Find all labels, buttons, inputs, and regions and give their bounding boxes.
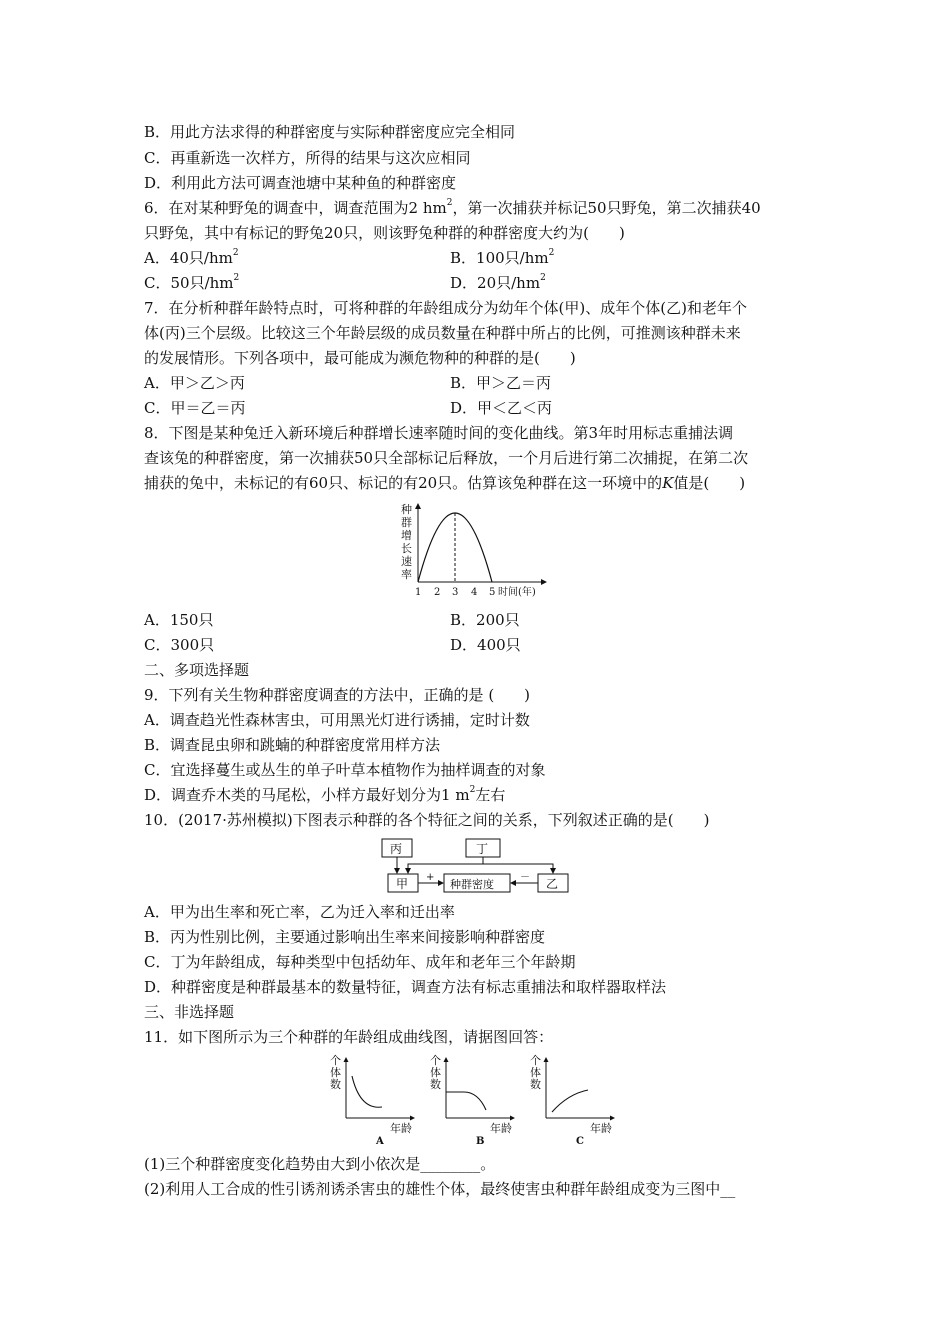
q9-option-c: C．宜选择蔓生或丛生的单子叶草本植物作为抽样调查的对象 xyxy=(144,761,546,779)
population-features-diagram xyxy=(378,836,574,896)
y-label-char: 群 xyxy=(401,516,412,529)
x-tick-label: 3 xyxy=(452,587,459,598)
q5-option-d: D．利用此方法可调查池塘中某种鱼的种群密度 xyxy=(144,174,457,192)
panel-label: C xyxy=(576,1136,584,1147)
q6-option-a: A．40只$/hm^2$ xyxy=(144,248,239,267)
q8-option-c: C．300只 xyxy=(144,636,215,654)
q7-stem-line3: 的发展情形。下列各项中，最可能成为濒危物种的种群的是( ) xyxy=(144,349,576,367)
x-axis-label: 年龄 xyxy=(390,1122,412,1135)
label-bing: 丙 xyxy=(390,842,403,856)
x-tick-label: 4 xyxy=(471,587,478,598)
label-density: 种群密度 xyxy=(450,878,494,891)
y-axis-label xyxy=(401,503,412,581)
x-axis-label: 时间(年) xyxy=(498,587,536,598)
x-tick-label: 1 xyxy=(415,587,422,598)
x-axis-label: 年龄 xyxy=(490,1122,512,1135)
growth-rate-figure xyxy=(396,500,556,604)
q6-stem-line1: 6．在对某种野兔的调查中，调查范围为2 $hm^2$，第一次捕获并标记50只野兔，第二次捕获40 xyxy=(144,198,761,217)
x-tick-label: 2 xyxy=(434,587,441,598)
superscript: 2 xyxy=(446,198,453,208)
label-ding: 丁 xyxy=(476,842,489,856)
q6-option-d: D．20只$/hm^2$ xyxy=(450,273,546,292)
q11-stem: 11．如下图所示为三个种群的年龄组成曲线图，请据图回答： xyxy=(144,1028,554,1046)
superscript: 2 xyxy=(233,273,240,283)
section-heading: 二、多项选择题 xyxy=(144,661,250,679)
q8-stem-line2: 查该兔的种群密度，第一次捕获50只全部标记后释放，一个月后进行第二次捕捉，在第二次 xyxy=(144,449,749,467)
y-label-char: 率 xyxy=(401,568,412,581)
q8-option-b: B．200只 xyxy=(450,611,520,629)
q5-option-b: B．用此方法求得的种群密度与实际种群密度应完全相同 xyxy=(144,123,516,141)
q7-option-c: C．甲＝乙＝丙 xyxy=(144,399,246,417)
minus-sign: － xyxy=(520,872,530,883)
curve-b xyxy=(446,1092,486,1110)
q10-option-c: C．丁为年龄组成，每种类型中包括幼年、成年和老年三个年龄期 xyxy=(144,953,576,971)
q11-part2: (2)利用人工合成的性引诱剂诱杀害虫的雄性个体，最终使害虫种群年龄组成变为三图中__ xyxy=(144,1180,736,1198)
q9-option-a: A．调查趋光性森林害虫，可用黑光灯进行诱捕，定时计数 xyxy=(144,711,530,729)
superscript: 2 xyxy=(469,785,476,795)
section-heading: 三、非选择题 xyxy=(144,1003,235,1021)
curve-a xyxy=(352,1076,382,1107)
panel-label: B xyxy=(476,1136,485,1147)
q8-option-a: A．150只 xyxy=(144,611,214,629)
y-label-char: 数 xyxy=(330,1078,341,1091)
y-label-char: 种 xyxy=(401,503,412,516)
curve-c xyxy=(552,1090,588,1112)
x-axis-label: 年龄 xyxy=(590,1122,612,1135)
y-label-char: 数 xyxy=(430,1078,441,1091)
q9-option-b: B．调查昆虫卵和跳蝻的种群密度常用样方法 xyxy=(144,736,441,754)
y-label-char: 个 xyxy=(430,1054,441,1067)
arrow-ding-yi xyxy=(483,864,553,873)
y-label-char: 体 xyxy=(430,1066,441,1079)
q8-stem-line3: 捕获的兔中，未标记的有60只、标记的有20只。估算该兔种群在这一环境中的K值是( ) xyxy=(144,474,746,492)
age-structure-figure xyxy=(326,1052,626,1148)
superscript: 2 xyxy=(540,273,546,283)
q9-stem: 9．下列有关生物种群密度调查的方法中，正确的是 ( ) xyxy=(144,686,531,704)
panel-a xyxy=(330,1054,414,1147)
q8-stem-line1: 8．下图是某种兔迁入新环境后种群增长速率随时间的变化曲线。第3年时用标志重捕法调 xyxy=(144,424,734,442)
q6-option-c: C．50只$/hm^2$ xyxy=(144,273,240,292)
panel-b xyxy=(430,1054,514,1147)
y-label-char: 速 xyxy=(401,555,412,568)
q7-stem-line2: 体(丙)三个层级。比较这三个年龄层级的成员数量在种群中所占的比例，可推测该种群未来 xyxy=(144,324,741,342)
y-label-char: 个 xyxy=(530,1054,541,1067)
q9-option-d: D．调查乔木类的马尾松，小样方最好划分为1 $m^2$左右 xyxy=(144,785,506,804)
q7-option-a: A．甲＞乙＞丙 xyxy=(144,374,245,392)
q6-option-b: B．100只$/hm^2$ xyxy=(450,248,555,267)
y-label-char: 增 xyxy=(401,529,412,542)
y-label-char: 个 xyxy=(330,1054,341,1067)
y-label-char: 数 xyxy=(530,1078,541,1091)
y-label-char: 长 xyxy=(401,542,412,555)
k-symbol: K xyxy=(662,474,674,492)
label-yi: 乙 xyxy=(546,877,559,891)
q10-option-d: D．种群密度是种群最基本的数量特征，调查方法有标志重捕法和取样器取样法 xyxy=(144,978,667,996)
arrow-ding-jia xyxy=(408,857,483,873)
q6-stem-line2: 只野兔，其中有标记的野兔20只，则该野兔种群的种群密度大约为( ) xyxy=(144,224,625,242)
q10-option-a: A．甲为出生率和死亡率，乙为迁入率和迁出率 xyxy=(144,903,455,921)
q7-option-d: D．甲＜乙＜丙 xyxy=(450,399,553,417)
q7-option-b: B．甲＞乙＝丙 xyxy=(450,374,552,392)
q10-stem: 10．(2017·苏州模拟)下图表示种群的各个特征之间的关系，下列叙述正确的是( ) xyxy=(144,811,710,829)
panel-c xyxy=(530,1054,614,1147)
plus-sign: + xyxy=(426,872,435,883)
superscript: 2 xyxy=(548,248,555,258)
q5-option-c: C．再重新选一次样方，所得的结果与这次应相同 xyxy=(144,149,471,167)
y-label-char: 体 xyxy=(330,1066,341,1079)
q11-part1: (1)三个种群密度变化趋势由大到小依次是________。 xyxy=(144,1155,496,1173)
superscript: 2 xyxy=(232,248,239,258)
q10-option-b: B．丙为性别比例，主要通过影响出生率来间接影响种群密度 xyxy=(144,928,546,946)
panel-label: A xyxy=(376,1136,384,1147)
q7-stem-line1: 7．在分析种群年龄特点时，可将种群的年龄组成分为幼年个体(甲)、成年个体(乙)和老年个 xyxy=(144,299,747,317)
x-tick-label: 5 xyxy=(489,587,496,598)
y-label-char: 体 xyxy=(530,1066,541,1079)
q8-option-d: D．400只 xyxy=(450,636,521,654)
label-jia: 甲 xyxy=(396,877,409,891)
